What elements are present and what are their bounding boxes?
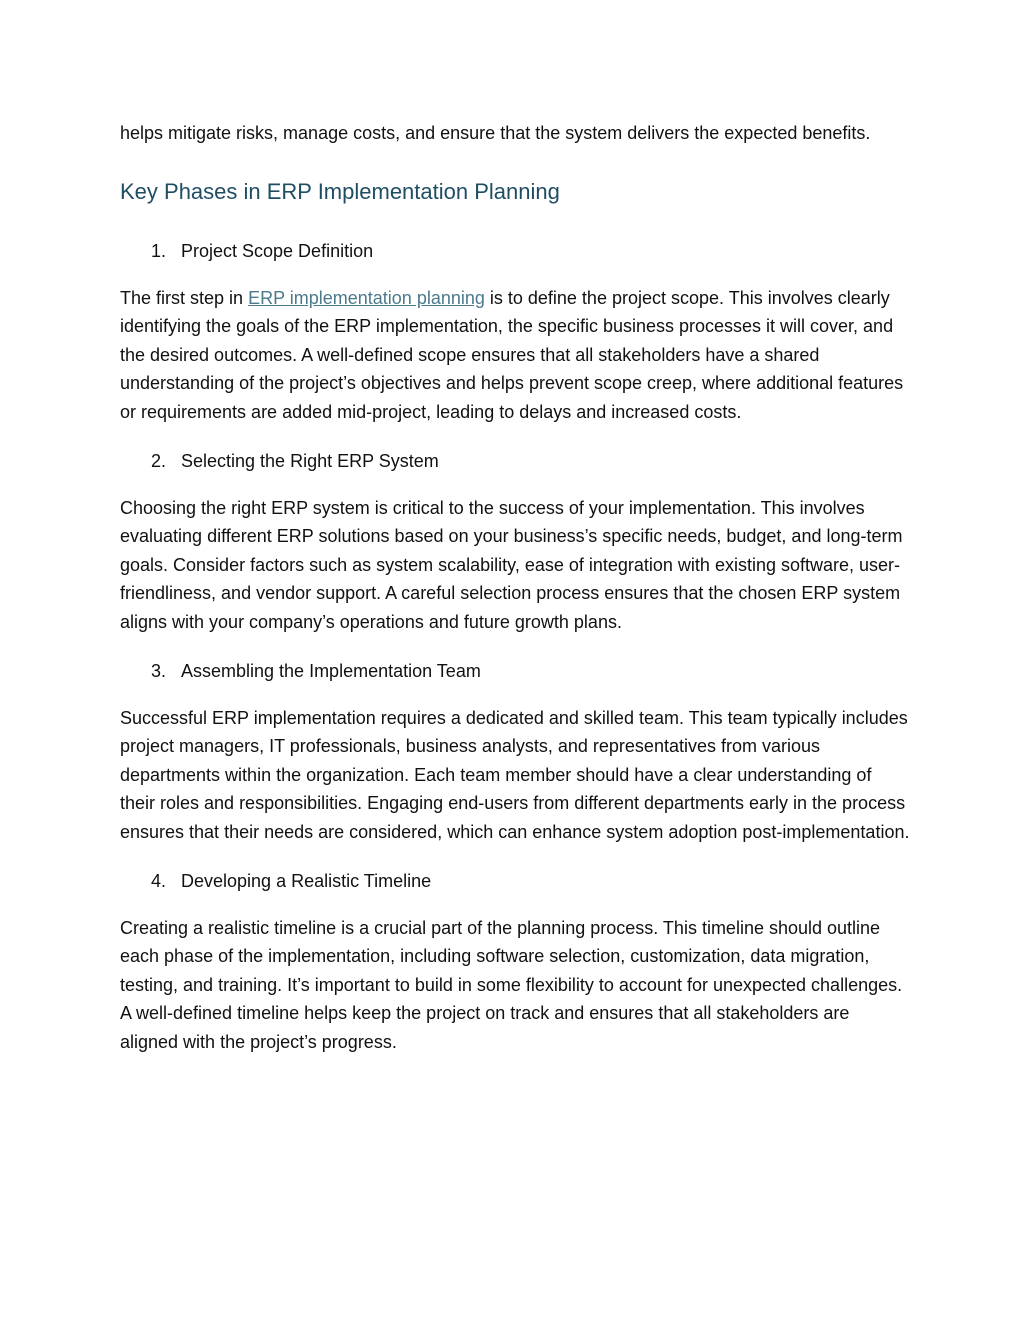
list-item-title: Selecting the Right ERP System [181, 450, 439, 471]
list-number: 2. [151, 450, 167, 471]
list-item-timeline [120, 867, 910, 895]
list-item-title: Project Scope Definition [181, 240, 374, 261]
list-number: 4. [151, 870, 167, 891]
body-paragraph-timeline: Creating a realistic timeline is a crucial part of the planning process. This timeline should outline each phase of the implementation, including software selection, customization, data migration, testing, and training. It’s important to build in some flexibility to account for unexpected challenges. A well-defined timeline helps keep the project on track and ensures that all stakeholders are aligned with the project’s progress. [120, 917, 903, 1052]
section-heading: Key Phases in ERP Implementation Planning [120, 178, 560, 204]
body-paragraph-project-scope [120, 284, 910, 427]
document-page [120, 119, 910, 1076]
list-item-project-scope [120, 237, 910, 265]
paragraph-text: The first step in [120, 287, 249, 308]
list-number: 3. [151, 660, 167, 681]
list-number: 1. [151, 240, 167, 261]
list-item-title: Developing a Realistic Timeline [181, 870, 432, 891]
paragraph-text: is to define the project scope. This involves clearly identifying the goals of the ERP implementation, the specific business processes it will cover, and the desired outcomes. A well-defined scope ensures that all stakeholders have a shared understanding of the project’s objectives and helps prevent scope creep, where additional features or requirements are added mid-project, leading to delays and increased costs. [120, 287, 904, 422]
list-item-implementation-team [120, 657, 910, 685]
list-item-title: Assembling the Implementation Team [181, 660, 481, 681]
body-paragraph-implementation-team: Successful ERP implementation requires a dedicated and skilled team. This team typically includes project managers, IT professionals, business analysts, and representatives from various departments within the organization. Each team member should have a clear understanding of their roles and responsibilities. Engaging end-users from different departments early in the process ensures that their needs are considered, which can enhance system adoption post-implementation. [120, 707, 910, 842]
intro-paragraph: helps mitigate risks, manage costs, and ensure that the system delivers the expected benefits. [120, 123, 871, 143]
erp-planning-link[interactable]: ERP implementation planning [248, 287, 485, 308]
list-item-selecting-erp [120, 447, 910, 475]
body-paragraph-selecting-erp: Choosing the right ERP system is critical to the success of your implementation. This involves evaluating different ERP solutions based on your business’s specific needs, budget, and long-term goals. Consider factors such as system scalability, ease of integration with existing software, user-friendliness, and vendor support. A careful selection process ensures that the chosen ERP system aligns with your company’s operations and future growth plans. [120, 497, 903, 632]
